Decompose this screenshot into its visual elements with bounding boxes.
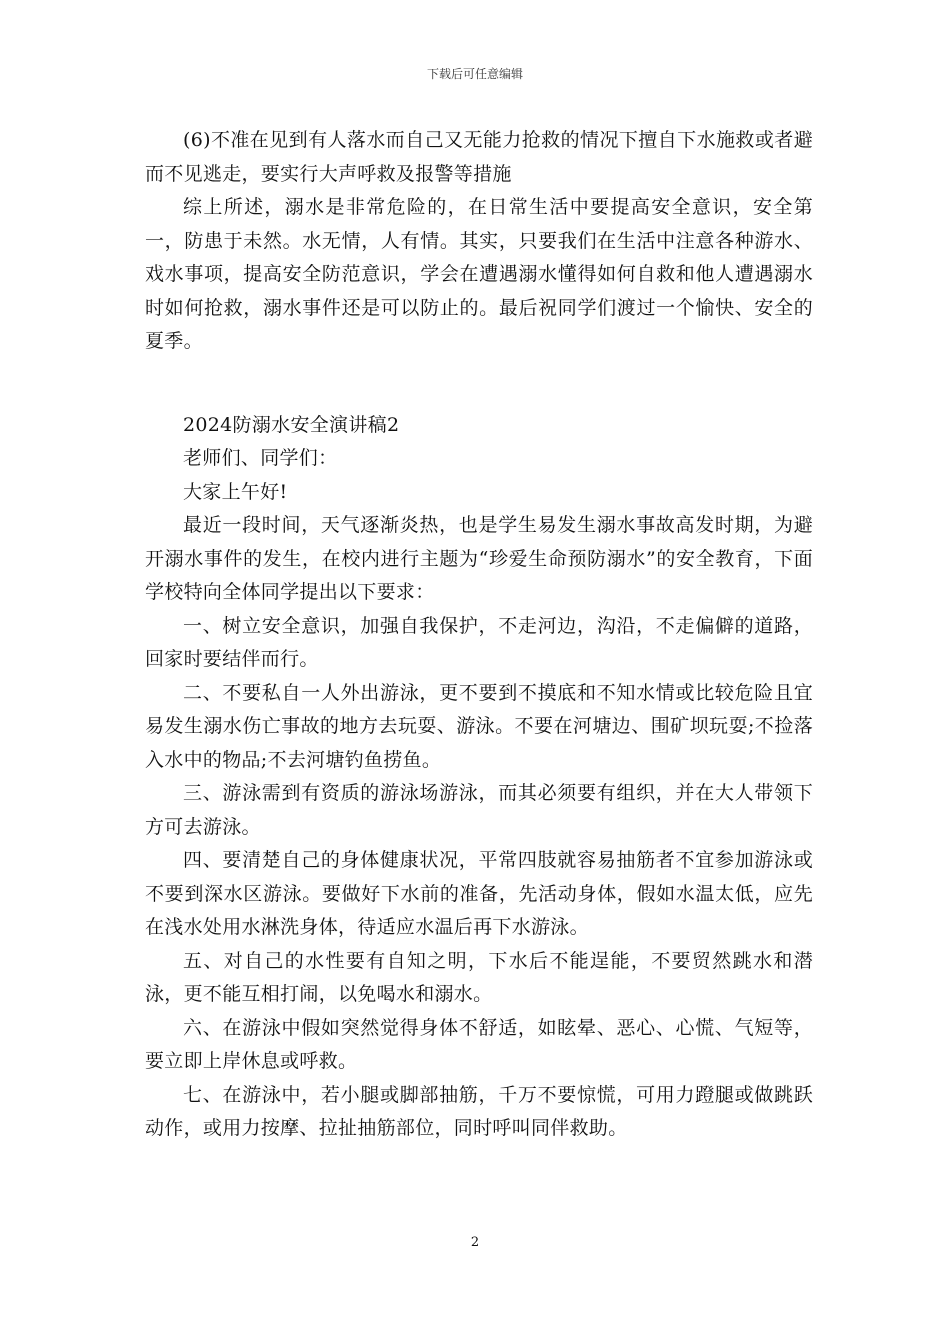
salutation: 老师们、同学们： xyxy=(183,447,338,469)
paragraph: 综上所述，溺水是非常危险的，在日常生活中要提高安全意识，安全第一，防患于未然。水无情，人有情。其实，只要我们在生活中注意各种游水、戏水事项，提高安全防范意识，学会在遭遇溺水懂得如何自救和他人遭遇溺水时如何抢救，溺水事件还是可以防止的。最后祝同学们渡过一个愉快、安全的夏季。 xyxy=(145,196,813,352)
paragraph: 五、对自己的水性要有自知之明，下水后不能逞能，不要贸然跳水和潜泳，更不能互相打闹，以免喝水和溺水。 xyxy=(145,949,813,1005)
document-body xyxy=(145,124,813,1146)
page-header: 下载后可任意编辑 xyxy=(426,67,523,81)
paragraph: 六、在游泳中假如突然觉得身体不舒适，如眩晕、恶心、心慌、气短等，要立即上岸休息或呼救。 xyxy=(145,1016,813,1072)
paragraph: 七、在游泳中，若小腿或脚部抽筋，千万不要惊慌，可用力蹬腿或做跳跃动作，或用力按摩、拉扯抽筋部位，同时呼叫同伴救助。 xyxy=(145,1083,813,1139)
section-title: 2024防溺水安全演讲稿2 xyxy=(183,413,400,436)
paragraph: (6)不准在见到有人落水而自己又无能力抢救的情况下擅自下水施救或者避而不见逃走，要实行大声呼救及报警等措施 xyxy=(145,129,813,185)
paragraph: 最近一段时间，天气逐渐炎热，也是学生易发生溺水事故高发时期，为避开溺水事件的发生，在校内进行主题为“珍爱生命预防溺水”的安全教育，下面学校特向全体同学提出以下要求： xyxy=(145,514,813,603)
page-number: 2 xyxy=(470,1235,480,1250)
greeting: 大家上午好! xyxy=(183,480,288,503)
paragraph: 一、树立安全意识，加强自我保护，不走河边，沟沿，不走偏僻的道路，回家时要结伴而行。 xyxy=(145,614,813,670)
paragraph: 三、游泳需到有资质的游泳场游泳，而其必须要有组织，并在大人带领下方可去游泳。 xyxy=(145,782,813,838)
paragraph: 四、要清楚自己的身体健康状况，平常四肢就容易抽筋者不宜参加游泳或不要到深水区游泳。要做好下水前的准备，先活动身体，假如水温太低，应先在浅水处用水淋洗身体，待适应水温后再下水游泳。 xyxy=(145,849,813,938)
section-gap xyxy=(145,359,813,409)
paragraph: 二、不要私自一人外出游泳，更不要到不摸底和不知水情或比较危险且宜易发生溺水伤亡事故的地方去玩耍、游泳。不要在河塘边、围矿坝玩耍;不捡落入水中的物品;不去河塘钓鱼捞鱼。 xyxy=(145,681,813,771)
